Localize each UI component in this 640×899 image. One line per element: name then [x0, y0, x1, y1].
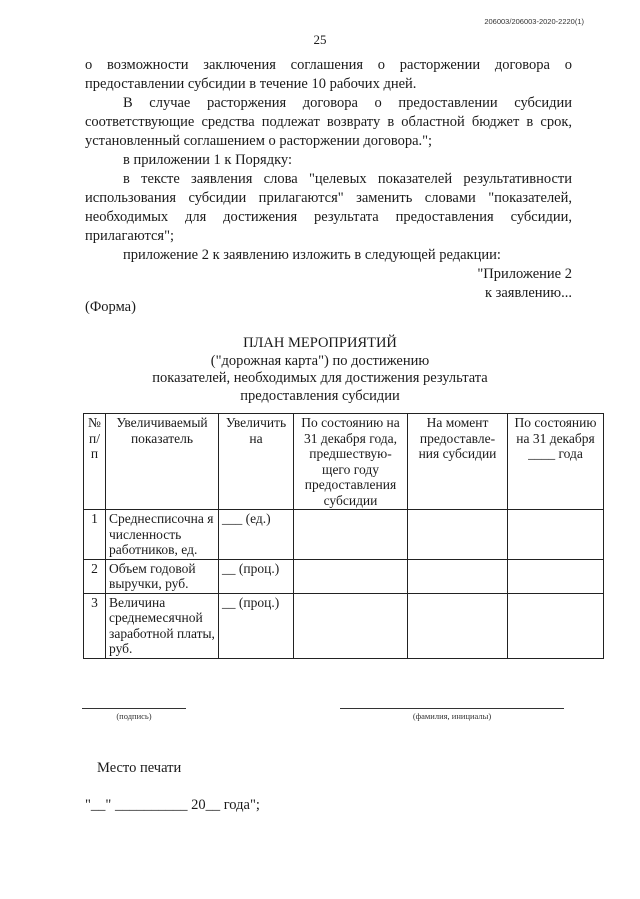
- header-increase: Увеличить на: [219, 414, 294, 510]
- plan-title-line: показателей, необходимых для достижения результата: [152, 370, 488, 386]
- table-row: [84, 510, 604, 560]
- empty-cell: [508, 593, 604, 658]
- paragraph: приложение 2 к заявлению изложить в следующей редакции:: [123, 247, 501, 263]
- plan-title: [0, 335, 640, 405]
- row-indicator: Объем годовой выручки, руб.: [106, 559, 219, 593]
- empty-cell: [408, 593, 508, 658]
- row-indicator: Среднесписочна я численность работников, ед.: [106, 510, 219, 560]
- page-number: 25: [313, 32, 327, 47]
- header-indicator: Увеличиваемый показатель: [106, 414, 219, 510]
- header-at-provision: На момент предоставле-ния субсидии: [408, 414, 508, 510]
- table-row: [84, 559, 604, 593]
- document-body: [85, 56, 572, 265]
- paragraph: в приложении 1 к Порядку:: [123, 152, 293, 168]
- stamp-place-label: Место печати: [97, 760, 182, 776]
- paragraph: В случае расторжения договора о предоставлении субсидии соответствующие средства подлежат возврату в областной бюджет в срок, установленный соглашением о расторжении договора.";: [85, 95, 572, 149]
- plan-title-line: ("дорожная карта") по достижению: [210, 352, 430, 369]
- table-header-row: [84, 414, 604, 510]
- document-id: 206003/206003-2020-2220(1): [484, 17, 584, 26]
- appendix-line: к заявлению...: [484, 285, 572, 301]
- header-prior-year: По состоянию на 31 декабря года, предшествую-щего году предоставления субсидии: [294, 414, 408, 510]
- date-line: "__" __________ 20__ года";: [85, 797, 260, 813]
- row-increase: __ (проц.): [219, 559, 294, 593]
- name-initials-label: (фамилия, инициалы): [340, 708, 564, 721]
- header-year-end: По состоянию на 31 декабря ____ года: [508, 414, 604, 510]
- plan-table: [83, 413, 604, 659]
- paragraph: о возможности заключения соглашения о расторжении договора о предоставлении субсидии в течение 10 рабочих дней.: [85, 57, 572, 92]
- appendix-reference: [477, 265, 572, 303]
- plan-title-line: предоставления субсидии: [240, 387, 400, 404]
- empty-cell: [294, 510, 408, 560]
- empty-cell: [294, 559, 408, 593]
- row-indicator: Величина среднемесячной заработной платы, руб.: [106, 593, 219, 658]
- paragraph: в тексте заявления слова "целевых показателей результативности использования субсидии прилагаются" заменить словами "показателей, необходимых для достижения результата предоставления субсидии, прилагаются";: [85, 171, 572, 244]
- table-row: [84, 593, 604, 658]
- row-increase: ___ (ед.): [219, 510, 294, 560]
- signature-label: (подпись): [82, 708, 186, 721]
- header-number: № п/п: [84, 414, 106, 510]
- empty-cell: [408, 559, 508, 593]
- empty-cell: [294, 593, 408, 658]
- empty-cell: [508, 559, 604, 593]
- row-number: 2: [84, 559, 106, 593]
- plan-title-line: ПЛАН МЕРОПРИЯТИЙ: [243, 335, 397, 351]
- empty-cell: [408, 510, 508, 560]
- row-number: 3: [84, 593, 106, 658]
- form-label: (Форма): [85, 299, 136, 315]
- empty-cell: [508, 510, 604, 560]
- row-number: 1: [84, 510, 106, 560]
- row-increase: __ (проц.): [219, 593, 294, 658]
- appendix-line: "Приложение 2: [477, 266, 572, 282]
